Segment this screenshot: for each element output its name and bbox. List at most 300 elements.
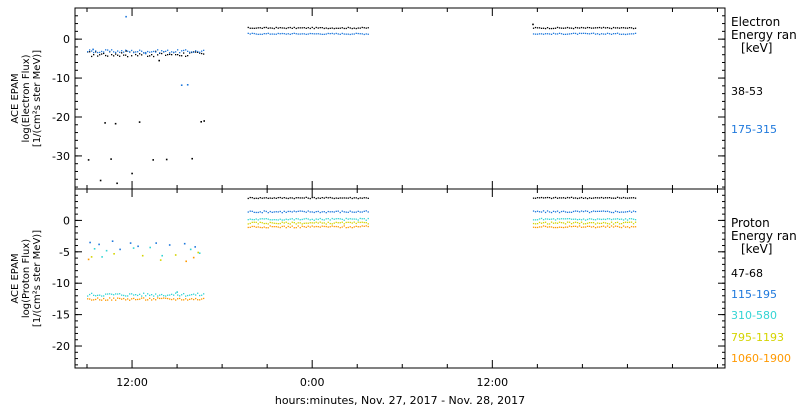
data-point xyxy=(571,223,572,224)
plot-frame xyxy=(75,189,725,368)
data-point xyxy=(175,299,176,300)
data-point xyxy=(332,223,333,224)
data-point xyxy=(143,52,144,53)
data-point xyxy=(157,49,158,50)
data-point xyxy=(276,34,277,35)
data-point xyxy=(284,197,285,198)
data-point xyxy=(294,219,295,220)
data-point xyxy=(191,158,193,160)
data-point xyxy=(175,293,176,294)
data-point xyxy=(302,223,303,224)
data-point xyxy=(280,219,281,220)
data-point xyxy=(284,211,285,212)
data-point xyxy=(555,33,556,34)
data-point xyxy=(366,222,367,223)
data-point xyxy=(141,298,142,299)
data-point xyxy=(137,299,138,300)
data-point xyxy=(354,28,355,29)
data-point xyxy=(123,55,124,56)
data-point xyxy=(107,293,108,294)
data-point xyxy=(159,52,160,53)
data-point xyxy=(200,121,202,123)
data-point xyxy=(557,218,558,219)
proton-flux-panel xyxy=(10,189,797,368)
data-point xyxy=(623,34,624,35)
data-point xyxy=(627,28,628,29)
data-point xyxy=(338,33,339,34)
data-point xyxy=(607,27,608,28)
data-point xyxy=(250,197,251,198)
data-point xyxy=(543,219,544,220)
data-point xyxy=(623,222,624,223)
data-point xyxy=(262,212,263,213)
data-point xyxy=(125,299,126,300)
data-point xyxy=(613,223,614,224)
data-point xyxy=(547,197,548,198)
data-point xyxy=(545,212,546,213)
legend-item: 47-68 xyxy=(731,267,763,280)
legend-title-line: Proton xyxy=(731,216,770,230)
data-point xyxy=(302,33,303,34)
data-point xyxy=(360,33,361,34)
data-point xyxy=(98,244,100,246)
data-point xyxy=(549,28,550,29)
legend-title-line: Electron xyxy=(731,15,781,29)
data-point xyxy=(189,52,190,53)
data-point xyxy=(258,198,259,199)
data-point xyxy=(176,291,178,293)
data-point xyxy=(306,212,307,213)
data-point xyxy=(274,34,275,35)
data-point xyxy=(362,33,363,34)
data-point xyxy=(97,55,98,56)
data-point xyxy=(603,219,604,220)
data-point xyxy=(169,298,170,299)
data-point xyxy=(110,158,112,160)
data-point xyxy=(270,197,271,198)
data-point xyxy=(306,197,307,198)
data-point xyxy=(97,52,98,53)
data-point xyxy=(551,219,552,220)
data-point xyxy=(322,34,323,35)
data-point xyxy=(266,211,267,212)
data-point xyxy=(348,219,349,220)
data-point xyxy=(143,293,144,294)
data-point xyxy=(559,218,560,219)
data-point xyxy=(342,197,343,198)
data-point xyxy=(545,197,546,198)
data-point xyxy=(344,225,345,226)
data-point xyxy=(607,33,608,34)
data-point xyxy=(599,34,600,35)
data-point xyxy=(533,28,534,29)
data-point xyxy=(561,33,562,34)
data-point xyxy=(250,219,251,220)
data-point xyxy=(125,16,127,18)
data-point xyxy=(302,219,303,220)
data-point xyxy=(587,219,588,220)
data-point xyxy=(340,212,341,213)
y-tick-label: -10 xyxy=(52,277,70,291)
data-point xyxy=(282,222,283,223)
data-point xyxy=(330,197,331,198)
data-point xyxy=(589,222,590,223)
data-point xyxy=(611,222,612,223)
data-point xyxy=(95,50,96,51)
data-point xyxy=(609,211,610,212)
data-point xyxy=(555,227,556,228)
data-point xyxy=(133,298,134,299)
data-point xyxy=(583,223,584,224)
data-point xyxy=(547,27,548,28)
data-point xyxy=(141,54,142,55)
data-point xyxy=(609,227,610,228)
data-point xyxy=(633,219,634,220)
data-point xyxy=(191,51,192,52)
data-point xyxy=(282,226,283,227)
data-point xyxy=(171,294,172,295)
data-point xyxy=(601,219,602,220)
data-point xyxy=(617,27,618,28)
data-point xyxy=(153,295,154,296)
data-point xyxy=(340,218,341,219)
data-point xyxy=(605,227,606,228)
data-point xyxy=(157,295,158,296)
data-point xyxy=(635,211,636,212)
data-point xyxy=(356,33,357,34)
data-point xyxy=(336,33,337,34)
data-point xyxy=(296,218,297,219)
data-point xyxy=(266,227,267,228)
data-point xyxy=(99,54,100,55)
data-point xyxy=(334,219,335,220)
series-1 xyxy=(87,24,636,185)
data-point xyxy=(593,33,594,34)
data-point xyxy=(605,27,606,28)
data-point xyxy=(286,227,287,228)
data-point xyxy=(597,27,598,28)
data-point xyxy=(312,225,313,226)
data-point xyxy=(543,28,544,29)
data-point xyxy=(107,299,108,300)
y-axis-title-line: [1/(cm²s ster MeV)] xyxy=(32,229,43,328)
data-point xyxy=(591,218,592,219)
data-point xyxy=(149,247,151,249)
data-point xyxy=(123,295,124,296)
data-point xyxy=(579,33,580,34)
data-point xyxy=(280,197,281,198)
data-point xyxy=(264,223,265,224)
data-point xyxy=(629,227,630,228)
data-point xyxy=(535,34,536,35)
data-point xyxy=(607,225,608,226)
data-point xyxy=(318,211,319,212)
data-point xyxy=(613,212,614,213)
data-point xyxy=(332,33,333,34)
data-point xyxy=(360,28,361,29)
data-point xyxy=(101,51,102,52)
data-point xyxy=(352,227,353,228)
legend-title-line: [keV] xyxy=(741,41,773,55)
data-point xyxy=(175,51,176,52)
data-point xyxy=(621,219,622,220)
data-point xyxy=(352,211,353,212)
data-point xyxy=(326,27,327,28)
data-point xyxy=(597,218,598,219)
data-point xyxy=(539,197,540,198)
series-5 xyxy=(87,225,636,301)
data-point xyxy=(302,226,303,227)
data-point xyxy=(93,299,94,300)
data-point xyxy=(254,212,255,213)
data-point xyxy=(300,219,301,220)
data-point xyxy=(611,212,612,213)
data-point xyxy=(252,222,253,223)
data-point xyxy=(358,211,359,212)
data-point xyxy=(543,197,544,198)
data-point xyxy=(284,33,285,34)
data-point xyxy=(547,223,548,224)
data-point xyxy=(573,28,574,29)
data-point xyxy=(346,222,347,223)
data-point xyxy=(356,212,357,213)
data-point xyxy=(262,28,263,29)
data-point xyxy=(169,54,170,55)
data-point xyxy=(187,299,188,300)
data-point xyxy=(254,198,255,199)
data-point xyxy=(266,33,267,34)
data-point xyxy=(165,55,166,56)
data-point xyxy=(322,197,323,198)
data-point xyxy=(352,218,353,219)
data-point xyxy=(613,198,614,199)
data-point xyxy=(268,223,269,224)
data-point xyxy=(625,27,626,28)
data-point xyxy=(302,27,303,28)
data-point xyxy=(366,225,367,226)
data-point xyxy=(298,27,299,28)
data-point xyxy=(318,33,319,34)
data-point xyxy=(280,211,281,212)
data-point xyxy=(155,293,156,294)
series-3 xyxy=(87,218,636,297)
data-point xyxy=(161,50,162,51)
data-point xyxy=(619,223,620,224)
data-point xyxy=(362,222,363,223)
data-point xyxy=(541,211,542,212)
data-point xyxy=(601,197,602,198)
data-point xyxy=(603,198,604,199)
data-point xyxy=(577,222,578,223)
data-point xyxy=(595,227,596,228)
data-point xyxy=(296,211,297,212)
data-point xyxy=(91,256,93,258)
data-point xyxy=(336,226,337,227)
data-point xyxy=(601,27,602,28)
data-point xyxy=(340,222,341,223)
x-tick-label: 0:00 xyxy=(299,376,325,389)
data-point xyxy=(545,218,546,219)
data-point xyxy=(583,27,584,28)
data-point xyxy=(567,212,568,213)
data-point xyxy=(274,211,275,212)
data-point xyxy=(567,197,568,198)
series-2 xyxy=(87,16,636,86)
data-point xyxy=(635,198,636,199)
data-point xyxy=(597,33,598,34)
data-point xyxy=(185,56,186,57)
data-point xyxy=(541,218,542,219)
data-point xyxy=(535,223,536,224)
data-point xyxy=(617,218,618,219)
data-point xyxy=(549,211,550,212)
data-point xyxy=(356,197,357,198)
data-point xyxy=(346,34,347,35)
data-point xyxy=(197,299,198,300)
data-point xyxy=(599,219,600,220)
data-point xyxy=(545,222,546,223)
data-point xyxy=(631,33,632,34)
data-point xyxy=(308,210,309,211)
data-point xyxy=(324,226,325,227)
data-point xyxy=(605,211,606,212)
data-point xyxy=(609,223,610,224)
data-point xyxy=(559,212,560,213)
data-point xyxy=(597,211,598,212)
data-point xyxy=(340,34,341,35)
data-point xyxy=(288,211,289,212)
data-point xyxy=(589,218,590,219)
data-point xyxy=(553,227,554,228)
data-point xyxy=(569,222,570,223)
data-point xyxy=(137,246,139,248)
data-point xyxy=(579,197,580,198)
legend-item: 795-1193 xyxy=(731,331,784,344)
data-point xyxy=(173,52,174,53)
data-point xyxy=(306,218,307,219)
data-point xyxy=(115,53,116,54)
data-point xyxy=(254,226,255,227)
data-point xyxy=(352,198,353,199)
data-point xyxy=(155,299,156,300)
data-point xyxy=(356,28,357,29)
data-point xyxy=(183,293,184,294)
data-point xyxy=(619,197,620,198)
data-point xyxy=(179,298,180,299)
data-point xyxy=(605,219,606,220)
data-point xyxy=(149,295,150,296)
data-point xyxy=(623,197,624,198)
data-point xyxy=(93,295,94,296)
data-point xyxy=(100,180,102,182)
data-point xyxy=(320,27,321,28)
data-point xyxy=(557,198,558,199)
data-point xyxy=(99,295,100,296)
data-point xyxy=(260,222,261,223)
data-point xyxy=(354,222,355,223)
data-point xyxy=(109,297,110,298)
data-point xyxy=(163,297,164,298)
data-point xyxy=(581,197,582,198)
data-point xyxy=(631,212,632,213)
data-point xyxy=(587,223,588,224)
data-point xyxy=(115,52,116,53)
data-point xyxy=(350,222,351,223)
data-point xyxy=(569,27,570,28)
data-point xyxy=(545,226,546,227)
data-point xyxy=(601,211,602,212)
data-point xyxy=(111,54,112,55)
data-point xyxy=(318,197,319,198)
data-point xyxy=(125,55,126,56)
data-point xyxy=(565,27,566,28)
data-point xyxy=(191,294,192,295)
data-point xyxy=(131,50,132,51)
data-point xyxy=(575,33,576,34)
data-point xyxy=(545,28,546,29)
data-point xyxy=(310,219,311,220)
data-point xyxy=(569,33,570,34)
data-point xyxy=(288,223,289,224)
data-point xyxy=(129,51,130,52)
data-point xyxy=(575,226,576,227)
data-point xyxy=(623,225,624,226)
data-point xyxy=(561,227,562,228)
data-point xyxy=(101,295,102,296)
data-point xyxy=(248,227,249,228)
data-point xyxy=(252,33,253,34)
data-point xyxy=(358,198,359,199)
data-point xyxy=(633,197,634,198)
data-point xyxy=(539,218,540,219)
data-point xyxy=(308,226,309,227)
data-point xyxy=(262,218,263,219)
data-point xyxy=(179,52,180,53)
data-point xyxy=(151,299,152,300)
data-point xyxy=(563,197,564,198)
data-point xyxy=(314,33,315,34)
data-point xyxy=(541,223,542,224)
data-point xyxy=(533,210,534,211)
y-tick-label: 0 xyxy=(63,33,70,47)
y-axis-title-line: log(Proton Flux) xyxy=(21,238,32,319)
data-point xyxy=(583,218,584,219)
data-point xyxy=(179,55,180,56)
data-point xyxy=(535,219,536,220)
data-point xyxy=(288,219,289,220)
data-point xyxy=(290,197,291,198)
data-point xyxy=(364,197,365,198)
data-point xyxy=(627,34,628,35)
data-point xyxy=(553,218,554,219)
data-point xyxy=(613,33,614,34)
data-point xyxy=(288,198,289,199)
data-point xyxy=(348,27,349,28)
data-point xyxy=(589,27,590,28)
data-point xyxy=(181,299,182,300)
data-point xyxy=(591,211,592,212)
data-point xyxy=(599,211,600,212)
data-point xyxy=(292,222,293,223)
data-point xyxy=(581,219,582,220)
data-point xyxy=(571,197,572,198)
data-point xyxy=(161,255,163,257)
data-point xyxy=(629,218,630,219)
data-point xyxy=(328,222,329,223)
data-point xyxy=(533,219,534,220)
data-point xyxy=(310,226,311,227)
data-point xyxy=(346,227,347,228)
